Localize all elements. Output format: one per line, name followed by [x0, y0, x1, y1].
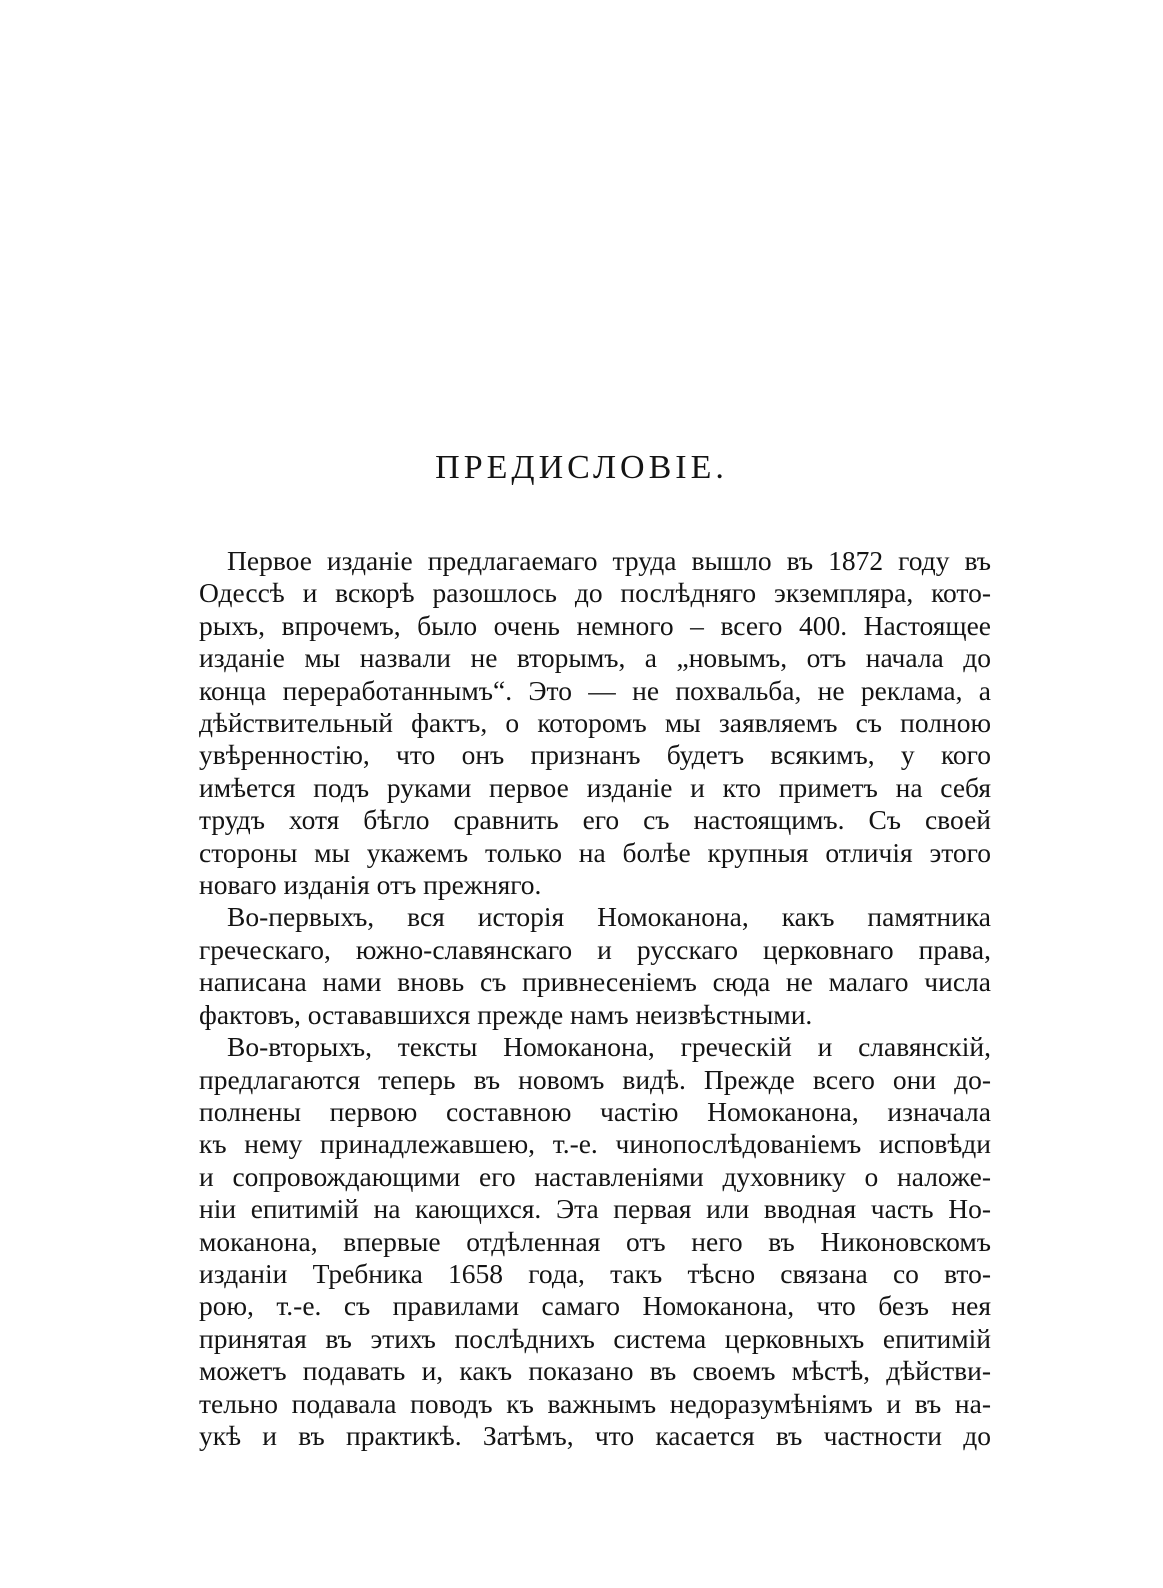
- text-line: принятая въ этихъ послѣднихъ система церковныхъ епитимій: [199, 1322, 991, 1354]
- text-line: увѣренностію, что онъ признанъ будетъ всякимъ, у кого: [199, 739, 991, 771]
- paragraph-3: [199, 1031, 991, 1452]
- paragraph-1: [199, 545, 991, 901]
- text-line: имѣется подъ руками первое изданіе и кто приметъ на себя: [199, 771, 991, 803]
- text-line: Одессѣ и вскорѣ разошлось до послѣдняго экземпляра, кото-: [199, 577, 991, 609]
- text-line: Во-первыхъ, вся исторія Номоканона, какъ памятника: [227, 901, 991, 933]
- text-line: Первое изданіе предлагаемаго труда вышло въ 1872 году въ: [227, 545, 991, 576]
- text-line: написана нами вновь съ привнесеніемъ сюда не малаго числа: [199, 966, 991, 998]
- text-line: предлагаются теперь въ новомъ видѣ. Прежде всего они до-: [199, 1063, 991, 1095]
- page-title: ПРЕДИСЛОВIЕ.: [435, 449, 728, 486]
- text-line: дѣйствительный фактъ, о которомъ мы заявляемъ съ полною: [199, 707, 991, 739]
- text-line: стороны мы укажемъ только на болѣе крупныя отличія этого: [199, 836, 991, 868]
- text-line: изданіи Требника 1658 года, такъ тѣсно связана со вто-: [199, 1257, 991, 1289]
- text-line: фактовъ, остававшихся прежде намъ неизвѣстными.: [199, 998, 813, 1030]
- text-line: и сопровождающими его наставленіями духовнику о наложе-: [199, 1160, 991, 1192]
- text-line: рою, т.-е. съ правилами самаго Номоканона, что безъ нея: [199, 1290, 991, 1322]
- text-line: полнены первою составною частію Номоканона, изначала: [199, 1095, 991, 1127]
- text-line: изданіе мы назвали не вторымъ, а „новымъ, отъ начала до: [199, 642, 991, 674]
- text-line: новаго изданія отъ прежняго.: [199, 869, 542, 901]
- body-text: [199, 545, 991, 1452]
- text-line: укѣ и въ практикѣ. Затѣмъ, что касается въ частности до: [199, 1419, 991, 1451]
- text-line: Во-вторыхъ, тексты Номоканона, греческій и славянскій,: [227, 1031, 991, 1063]
- text-line: можетъ подавать и, какъ показано въ своемъ мѣстѣ, дѣйстви-: [199, 1355, 991, 1387]
- text-line: къ нему принадлежавшею, т.-е. чинопослѣдованіемъ исповѣди: [199, 1128, 991, 1160]
- text-line: ніи епитимій на кающихся. Эта первая или вводная часть Но-: [199, 1193, 991, 1225]
- text-line: конца переработаннымъ“. Это — не похвальба, не реклама, а: [199, 674, 991, 706]
- text-line: тельно подавала поводъ къ важнымъ недоразумѣніямъ и въ на-: [199, 1387, 991, 1419]
- text-line: греческаго, южно-славянскаго и русскаго церковнаго права,: [199, 933, 991, 965]
- text-line: рыхъ, впрочемъ, было очень немного – всего 400. Настоящее: [199, 609, 991, 641]
- text-line: трудъ хотя бѣгло сравнить его съ настоящимъ. Съ своей: [199, 804, 991, 836]
- paragraph-2: [199, 901, 991, 1031]
- text-line: моканона, впервые отдѣленная отъ него въ Никоновскомъ: [199, 1225, 991, 1257]
